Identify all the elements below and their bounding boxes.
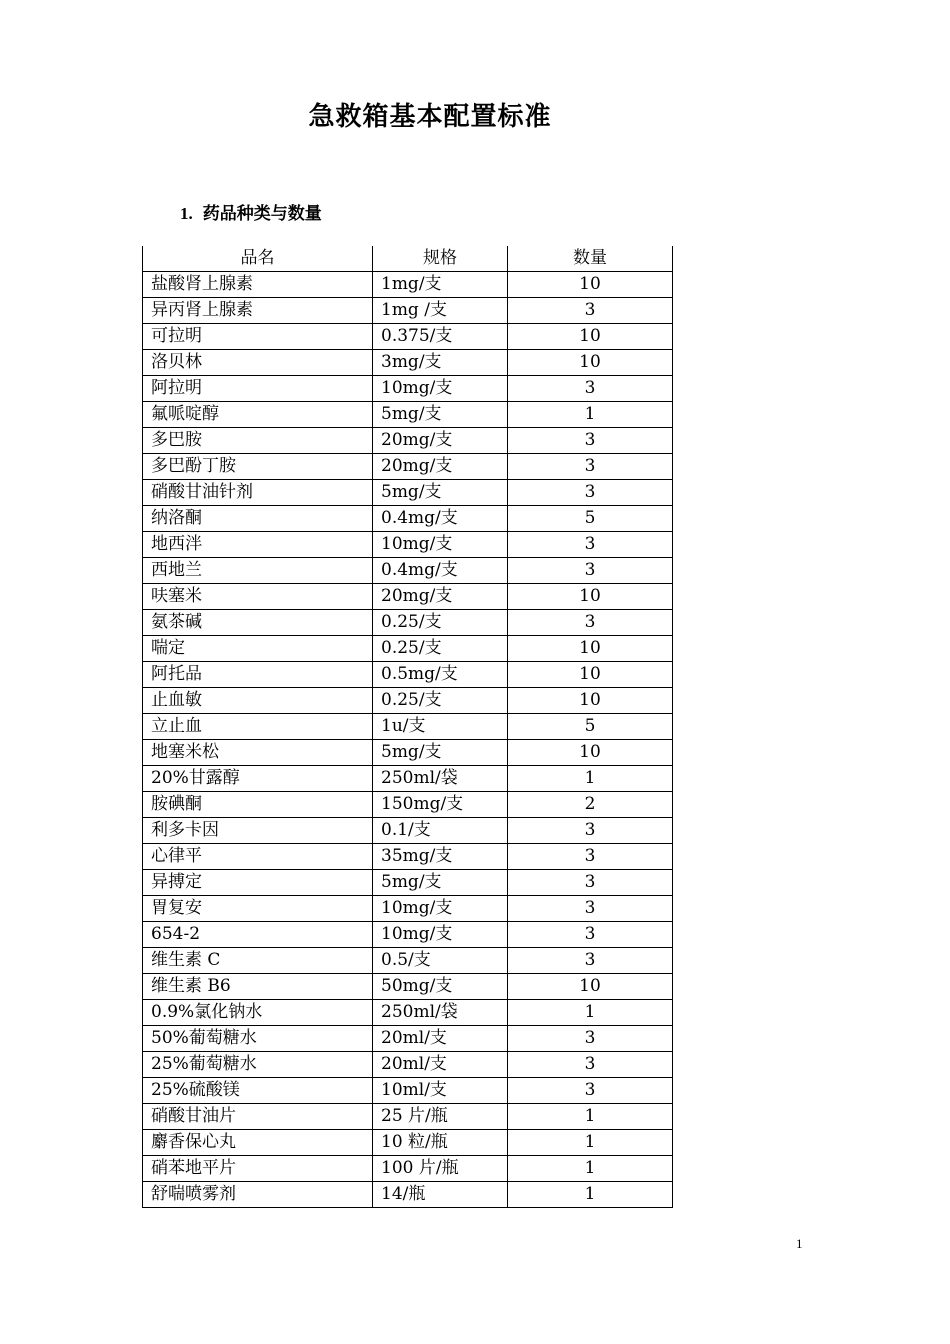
medicine-name-cell: 地西泮 <box>143 532 373 558</box>
spec-cell: 10mg/支 <box>373 376 508 402</box>
spec-cell: 250ml/袋 <box>373 1000 508 1026</box>
spec-cell: 1mg /支 <box>373 298 508 324</box>
table-row <box>143 1078 673 1104</box>
medicine-name-cell: 止血敏 <box>143 688 373 714</box>
quantity-cell: 3 <box>508 1052 673 1078</box>
quantity-cell: 3 <box>508 870 673 896</box>
quantity-cell: 10 <box>508 350 673 376</box>
table-row <box>143 948 673 974</box>
quantity-cell: 1 <box>508 1130 673 1156</box>
spec-cell: 5mg/支 <box>373 402 508 428</box>
medicine-name-cell: 50%葡萄糖水 <box>143 1026 373 1052</box>
medicine-name-cell: 阿托品 <box>143 662 373 688</box>
spec-cell: 5mg/支 <box>373 870 508 896</box>
spec-cell: 50mg/支 <box>373 974 508 1000</box>
spec-cell: 10mg/支 <box>373 922 508 948</box>
medicine-name-cell: 洛贝林 <box>143 350 373 376</box>
medicine-name-cell: 多巴胺 <box>143 428 373 454</box>
spec-cell: 10 粒/瓶 <box>373 1130 508 1156</box>
quantity-cell: 3 <box>508 1078 673 1104</box>
table-row <box>143 298 673 324</box>
medicine-name-cell: 维生素 C <box>143 948 373 974</box>
quantity-cell: 3 <box>508 532 673 558</box>
spec-cell: 20ml/支 <box>373 1052 508 1078</box>
quantity-cell: 3 <box>508 610 673 636</box>
quantity-cell: 1 <box>508 1182 673 1208</box>
table-row <box>143 714 673 740</box>
quantity-cell: 3 <box>508 818 673 844</box>
quantity-cell: 1 <box>508 1156 673 1182</box>
medicine-name-cell: 西地兰 <box>143 558 373 584</box>
table-row <box>143 532 673 558</box>
spec-cell: 0.5mg/支 <box>373 662 508 688</box>
medicine-name-cell: 氨茶碱 <box>143 610 373 636</box>
table-row <box>143 350 673 376</box>
spec-cell: 10mg/支 <box>373 896 508 922</box>
spec-cell: 100 片/瓶 <box>373 1156 508 1182</box>
table-row <box>143 376 673 402</box>
spec-cell: 20ml/支 <box>373 1026 508 1052</box>
spec-cell: 25 片/瓶 <box>373 1104 508 1130</box>
spec-cell: 0.25/支 <box>373 610 508 636</box>
quantity-cell: 3 <box>508 922 673 948</box>
medicine-name-cell: 舒喘喷雾剂 <box>143 1182 373 1208</box>
table-row <box>143 662 673 688</box>
table-row <box>143 272 673 298</box>
quantity-cell: 10 <box>508 740 673 766</box>
table-row <box>143 922 673 948</box>
table-row <box>143 1104 673 1130</box>
quantity-cell: 1 <box>508 1104 673 1130</box>
medicine-name-cell: 利多卡因 <box>143 818 373 844</box>
medicine-name-cell: 纳洛酮 <box>143 506 373 532</box>
table-body <box>143 272 673 1208</box>
medicine-name-cell: 维生素 B6 <box>143 974 373 1000</box>
medicine-name-cell: 异丙肾上腺素 <box>143 298 373 324</box>
table-row <box>143 1130 673 1156</box>
medication-table <box>142 246 673 1208</box>
quantity-cell: 3 <box>508 1026 673 1052</box>
spec-cell: 1mg/支 <box>373 272 508 298</box>
quantity-cell: 3 <box>508 454 673 480</box>
table-row <box>143 1000 673 1026</box>
spec-cell: 150mg/支 <box>373 792 508 818</box>
quantity-cell: 10 <box>508 974 673 1000</box>
spec-cell: 0.1/支 <box>373 818 508 844</box>
medicine-name-cell: 胃复安 <box>143 896 373 922</box>
spec-cell: 35mg/支 <box>373 844 508 870</box>
table-row <box>143 610 673 636</box>
spec-cell: 250ml/袋 <box>373 766 508 792</box>
spec-cell: 20mg/支 <box>373 428 508 454</box>
table-header-row <box>143 246 673 272</box>
spec-cell: 1u/支 <box>373 714 508 740</box>
medicine-name-cell: 硝酸甘油针剂 <box>143 480 373 506</box>
quantity-cell: 3 <box>508 896 673 922</box>
table-row <box>143 844 673 870</box>
table-row <box>143 1182 673 1208</box>
medicine-name-cell: 立止血 <box>143 714 373 740</box>
quantity-cell: 1 <box>508 1000 673 1026</box>
spec-cell: 10ml/支 <box>373 1078 508 1104</box>
medicine-name-cell: 阿拉明 <box>143 376 373 402</box>
spec-cell: 0.4mg/支 <box>373 506 508 532</box>
quantity-cell: 3 <box>508 376 673 402</box>
table-row <box>143 454 673 480</box>
quantity-cell: 10 <box>508 662 673 688</box>
spec-cell: 14/瓶 <box>373 1182 508 1208</box>
table-row <box>143 584 673 610</box>
spec-cell: 0.25/支 <box>373 688 508 714</box>
spec-cell: 0.5/支 <box>373 948 508 974</box>
table-row <box>143 506 673 532</box>
medicine-name-cell: 盐酸肾上腺素 <box>143 272 373 298</box>
table-row <box>143 324 673 350</box>
spec-cell: 0.375/支 <box>373 324 508 350</box>
medicine-name-cell: 异搏定 <box>143 870 373 896</box>
medicine-name-cell: 胺碘酮 <box>143 792 373 818</box>
header-spec: 规格 <box>373 246 508 272</box>
spec-cell: 5mg/支 <box>373 740 508 766</box>
quantity-cell: 3 <box>508 844 673 870</box>
spec-cell: 5mg/支 <box>373 480 508 506</box>
medicine-name-cell: 地塞米松 <box>143 740 373 766</box>
page-number: 1 <box>796 1236 803 1251</box>
page-title: 急救箱基本配置标准 <box>308 102 552 132</box>
table-row <box>143 402 673 428</box>
spec-cell: 20mg/支 <box>373 584 508 610</box>
table-row <box>143 792 673 818</box>
header-quantity: 数量 <box>508 246 673 272</box>
quantity-cell: 2 <box>508 792 673 818</box>
header-name: 品名 <box>143 246 373 272</box>
medicine-name-cell: 氟哌啶醇 <box>143 402 373 428</box>
table-row <box>143 896 673 922</box>
quantity-cell: 3 <box>508 298 673 324</box>
medicine-name-cell: 654-2 <box>143 922 373 948</box>
table-row <box>143 818 673 844</box>
quantity-cell: 5 <box>508 506 673 532</box>
quantity-cell: 3 <box>508 558 673 584</box>
medicine-name-cell: 硝酸甘油片 <box>143 1104 373 1130</box>
quantity-cell: 3 <box>508 428 673 454</box>
medicine-name-cell: 可拉明 <box>143 324 373 350</box>
section-number: 1. <box>180 204 193 223</box>
spec-cell: 10mg/支 <box>373 532 508 558</box>
medicine-name-cell: 喘定 <box>143 636 373 662</box>
table-row <box>143 766 673 792</box>
table-row <box>143 480 673 506</box>
spec-cell: 0.25/支 <box>373 636 508 662</box>
table-row <box>143 1052 673 1078</box>
table-row <box>143 688 673 714</box>
section-heading <box>180 199 322 224</box>
medicine-name-cell: 多巴酚丁胺 <box>143 454 373 480</box>
table-row <box>143 558 673 584</box>
medicine-name-cell: 麝香保心丸 <box>143 1130 373 1156</box>
spec-cell: 20mg/支 <box>373 454 508 480</box>
spec-cell: 3mg/支 <box>373 350 508 376</box>
quantity-cell: 3 <box>508 948 673 974</box>
quantity-cell: 1 <box>508 402 673 428</box>
medicine-name-cell: 0.9%氯化钠水 <box>143 1000 373 1026</box>
table-row <box>143 974 673 1000</box>
quantity-cell: 3 <box>508 480 673 506</box>
quantity-cell: 10 <box>508 324 673 350</box>
medicine-name-cell: 25%葡萄糖水 <box>143 1052 373 1078</box>
table-row <box>143 1026 673 1052</box>
quantity-cell: 10 <box>508 688 673 714</box>
spec-cell: 0.4mg/支 <box>373 558 508 584</box>
table-row <box>143 870 673 896</box>
quantity-cell: 10 <box>508 584 673 610</box>
quantity-cell: 10 <box>508 272 673 298</box>
medicine-name-cell: 呋塞米 <box>143 584 373 610</box>
table-row <box>143 636 673 662</box>
table-row <box>143 428 673 454</box>
medicine-name-cell: 20%甘露醇 <box>143 766 373 792</box>
quantity-cell: 1 <box>508 766 673 792</box>
quantity-cell: 5 <box>508 714 673 740</box>
table-row <box>143 1156 673 1182</box>
section-label: 药品种类与数量 <box>202 204 322 224</box>
quantity-cell: 10 <box>508 636 673 662</box>
medicine-name-cell: 25%硫酸镁 <box>143 1078 373 1104</box>
medicine-name-cell: 硝苯地平片 <box>143 1156 373 1182</box>
table-row <box>143 740 673 766</box>
medicine-name-cell: 心律平 <box>143 844 373 870</box>
